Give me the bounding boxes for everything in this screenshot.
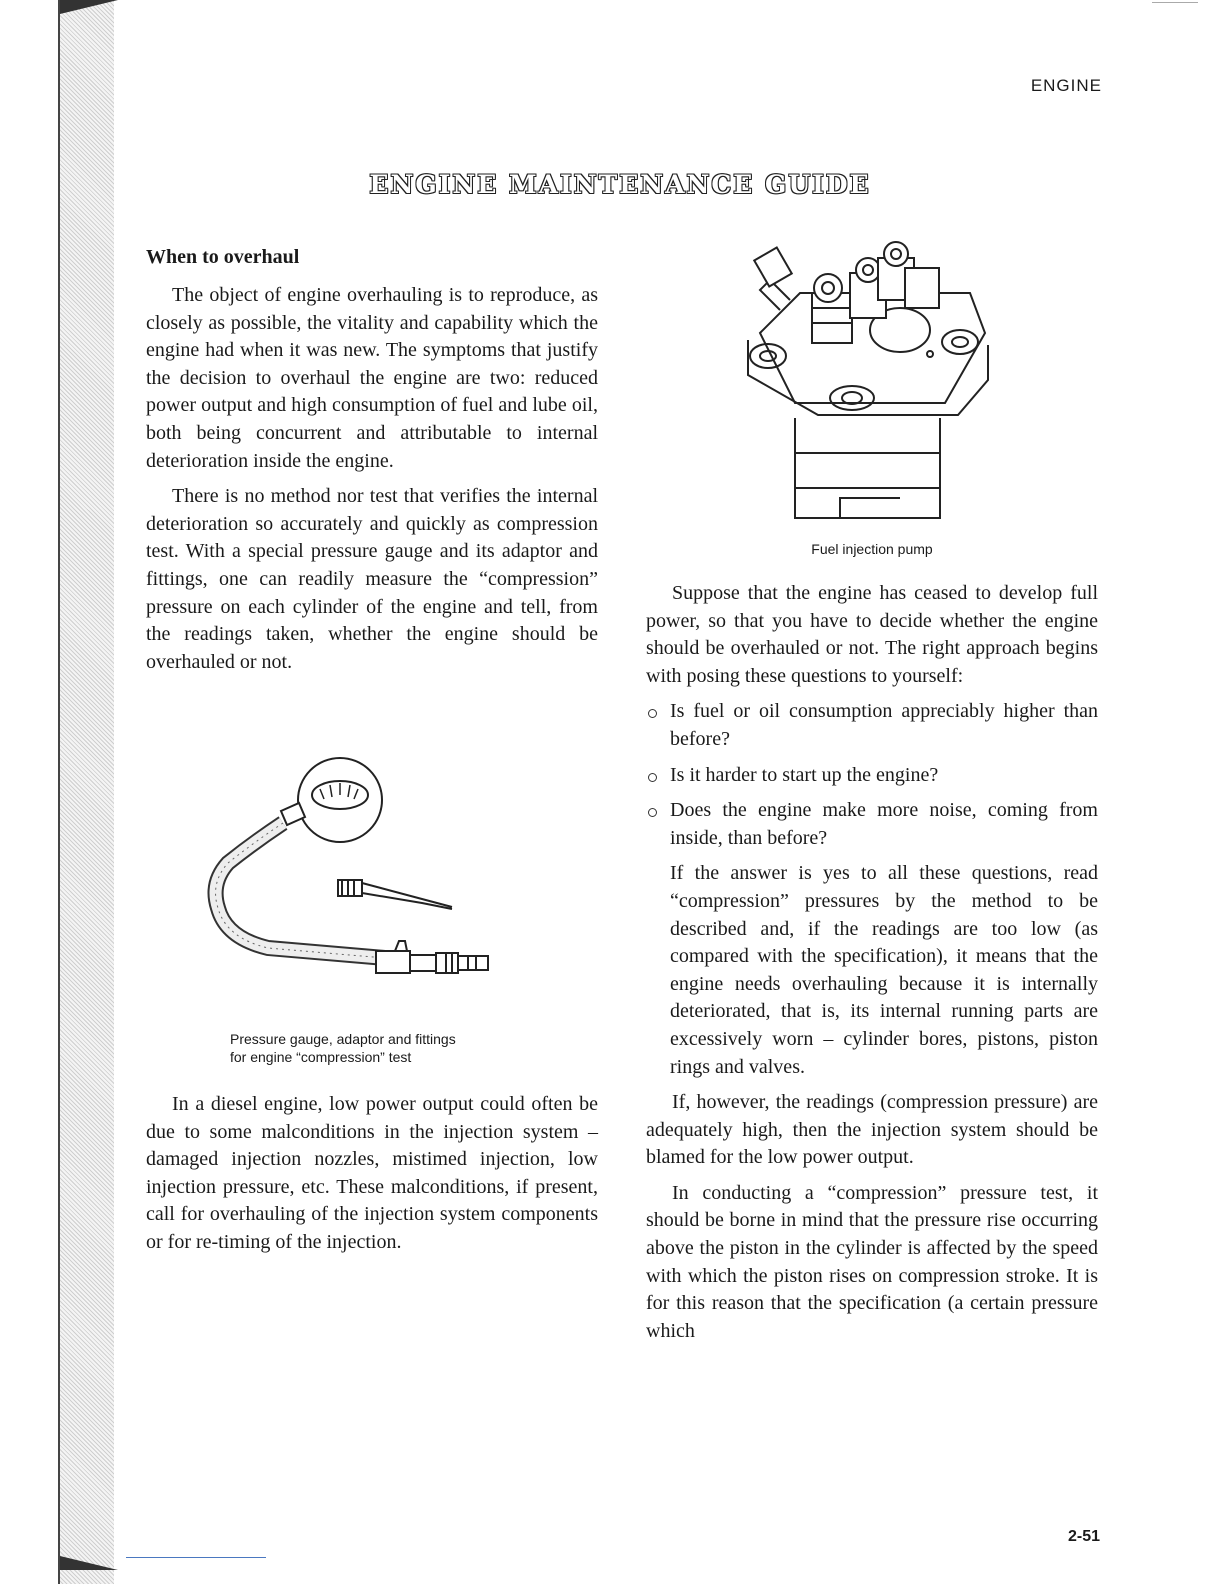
- right-column: [646, 580, 1098, 1345]
- section-header: ENGINE: [1030, 76, 1102, 95]
- pressure-gauge-illustration: [200, 755, 510, 985]
- paragraph-diesel-low-power: In a diesel engine, low power output could often be due to some malconditions in the injection system – damaged injection nozzles, mistimed injection, low injection pressure, etc. These malconditions, if present, call for overhauling of the injection system components or for re-timing of the injection.: [146, 1093, 598, 1253]
- book-binding-edge: [58, 0, 114, 1584]
- section-heading-when-to-overhaul: When to overhaul: [146, 246, 300, 268]
- left-column-bottom: [146, 1091, 598, 1257]
- paragraph-answer-yes: If the answer is yes to all these questions, read “compression” pressures by the method to be described and, if the readings are too low (as compared with the specification), it means that the engine needs overhauling because it is internally deteriorated, that is, its internal running parts are excessively worn – cylinder bores, pistons, piston rings and valves.: [670, 862, 1098, 1078]
- figure-caption-pressure-gauge: [230, 1030, 456, 1066]
- caption-line-1: Pressure gauge, adaptor and fittings: [230, 1031, 456, 1047]
- fuel-injection-pump-illustration: [740, 238, 990, 528]
- binding-edge-line: [58, 0, 60, 1584]
- paragraph-conducting-test: In conducting a “compression” pressure test, it should be borne in mind that the pressure rise occurring above the piston in the cylinder is affected by the speed with which the piston rises on compression stroke. It is for this reason that the specification (a certain pressure which: [646, 1181, 1098, 1342]
- paragraph-overhaul-object: The object of engine overhauling is to reproduce, as closely as possible, the vitality and capability which the engine had when it was new. The symptoms that justify the decision to overhaul the engine are two: reduced power output and high consumption of fuel and lube oil, both being concurrent and attributable to internal deterioration inside the engine.: [146, 284, 598, 472]
- paragraph-readings-high: If, however, the readings (compression pressure) are adequately high, then the injection system should be blamed for the low power output.: [646, 1091, 1098, 1169]
- left-column-top: [146, 282, 598, 676]
- bullet-icon: [648, 709, 657, 718]
- figure-caption-fuel-injection-pump: Fuel injection pump: [811, 541, 933, 557]
- page-title: ENGINE MAINTENANCE GUIDE: [369, 170, 871, 199]
- indented-answer-block: [646, 860, 1098, 1081]
- list-item: Is fuel or oil consumption appreciably higher than before?: [646, 698, 1098, 753]
- bullet-icon: [648, 773, 657, 782]
- binding-tab-bottom: [60, 1556, 118, 1570]
- question-list: [646, 698, 1098, 852]
- caption-line-2: for engine “compression” test: [230, 1049, 412, 1065]
- page-number: 2-51: [1067, 1528, 1100, 1545]
- scan-edge-line-bottom: [126, 1557, 266, 1558]
- bullet-icon: [648, 808, 657, 817]
- scan-edge-line-top: [1152, 2, 1198, 3]
- paragraph-suppose-engine: Suppose that the engine has ceased to develop full power, so that you have to decide whether the engine should be overhauled or not. The right approach begins with posing these questions to yourself:: [646, 582, 1098, 687]
- paragraph-compression-test: There is no method nor test that verifies the internal deterioration so accurately and quickly as compression test. With a special pressure gauge and its adaptor and fittings, one can readily measure the “compression” pressure on each cylinder of the engine and tell, from the readings taken, whether the engine should be overhauled or not.: [146, 485, 598, 673]
- list-item: Does the engine make more noise, coming from inside, than before?: [646, 797, 1098, 852]
- binding-tab-top: [60, 0, 118, 14]
- list-item: Is it harder to start up the engine?: [646, 762, 1098, 790]
